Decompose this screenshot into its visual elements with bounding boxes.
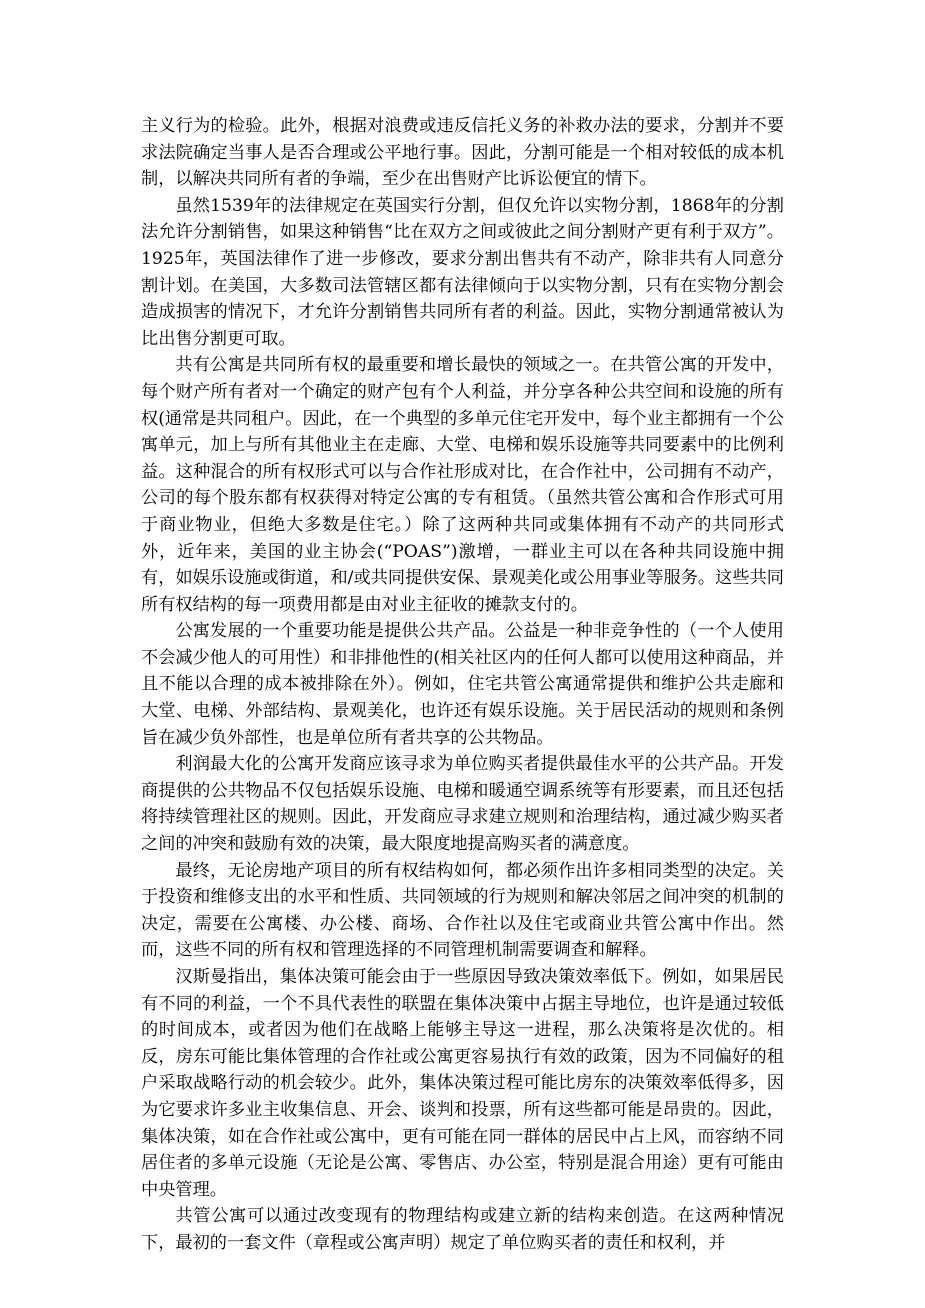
paragraph-2: 虽然1539年的法律规定在英国实行分割，但仅允许以实物分割，1868年的分割法允许分割销售，如果这种销售“比在双方之间或彼此之间分割财产更有利于双方”。1925年，英国法律作了进一步修改，要求分割出售共有不动产，除非共有人同意分割计划。在美国，大多数司法管辖区都有法律倾向于以实物分割，只有在实物分割会造成损害的情况下，才允许分割销售共同所有者的利益。因此，实物分割通常被认为比出售分割更可取。	[141, 195, 784, 349]
paragraph-1: 主义行为的检验。此外，根据对浪费或违反信托义务的补救办法的要求，分割并不要求法院确定当事人是否合理或公平地行事。因此，分割可能是一个相对较低的成本机制，以解决共同所有者的争端，至少在出售财产比诉讼便宜的情下。	[141, 116, 784, 190]
paragraph-5: 利润最大化的公寓开发商应该寻求为单位购买者提供最佳水平的公共产品。开发商提供的公共物品不仅包括娱乐设施、电梯和暖通空调系统等有形要素，而且还包括将持续管理社区的规则。因此，开发商应寻求建立规则和治理结构，通过减少购买者之间的冲突和鼓励有效的决策，最大限度地提高购买者的满意度。	[141, 754, 784, 855]
paragraph-6: 最终，无论房地产项目的所有权结构如何，都必须作出许多相同类型的决定。关于投资和维修支出的水平和性质、共同领域的行为规则和解决邻居之间冲突的机制的决定，需要在公寓楼、办公楼、商场、合作社以及住宅或商业共管公寓中作出。然而，这些不同的所有权和管理选择的不同管理机制需要调查和解释。	[141, 860, 784, 961]
paragraph-8: 共管公寓可以通过改变现有的物理结构或建立新的结构来创造。在这两种情况下，最初的一套文件（章程或公寓声明）规定了单位购买者的责任和权利，并	[141, 1206, 784, 1253]
paragraph-4: 公寓发展的一个重要功能是提供公共产品。公益是一种非竞争性的（一个人使用不会减少他人的可用性）和非排他性的(相关社区内的任何人都可以使用这种商品，并且不能以合理的成本被排除在外）。例如，住宅共管公寓通常提供和维护公共走廊和大堂、电梯、外部结构、景观美化，也许还有娱乐设施。关于居民活动的规则和条例旨在减少负外部性，也是单位所有者共享的公共物品。	[141, 621, 784, 748]
document-page	[141, 113, 784, 1257]
paragraph-3: 共有公寓是共同所有权的最重要和增长最快的领域之一。在共管公寓的开发中，每个财产所有者对一个确定的财产包有个人利益，并分享各种公共空间和设施的所有权(通常是共同租户。因此，在一个典型的多单元住宅开发中，每个业主都拥有一个公寓单元，加上与所有其他业主在走廊、大堂、电梯和娱乐设施等共同要素中的比例利益。这种混合的所有权形式可以与合作社形成对比，在合作社中，公司拥有不动产，公司的每个股东都有权获得对特定公寓的专有租赁。（虽然共管公寓和合作形式可用于商业物业，但绝大多数是住宅。）除了这两种共同或集体拥有不动产的共同形式外，近年来，美国的业主协会(“POAS”)激增，一群业主可以在各种共同设施中拥有，如娱乐设施或街道，和/或共同提供安保、景观美化或公用事业等服务。这些共同所有权结构的每一项费用都是由对业主征收的摊款支付的。	[141, 355, 784, 615]
paragraph-7: 汉斯曼指出，集体决策可能会由于一些原因导致决策效率低下。例如，如果居民有不同的利益，一个不具代表性的联盟在集体决策中占据主导地位，也许是通过较低的时间成本，或者因为他们在战略上能够主导这一进程，那么决策将是次优的。相反，房东可能比集体管理的合作社或公寓更容易执行有效的政策，因为不同偏好的租户采取战略行动的机会较少。此外，集体决策过程可能比房东的决策效率低得多，因为它要求许多业主收集信息、开会、谈判和投票，所有这些都可能是昂贵的。因此，集体决策，如在合作社或公寓中，更有可能在同一群体的居民中占上风，而容纳不同居住者的多单元设施（无论是公寓、零售店、办公室，特别是混合用途）更有可能由中央管理。	[141, 967, 784, 1200]
